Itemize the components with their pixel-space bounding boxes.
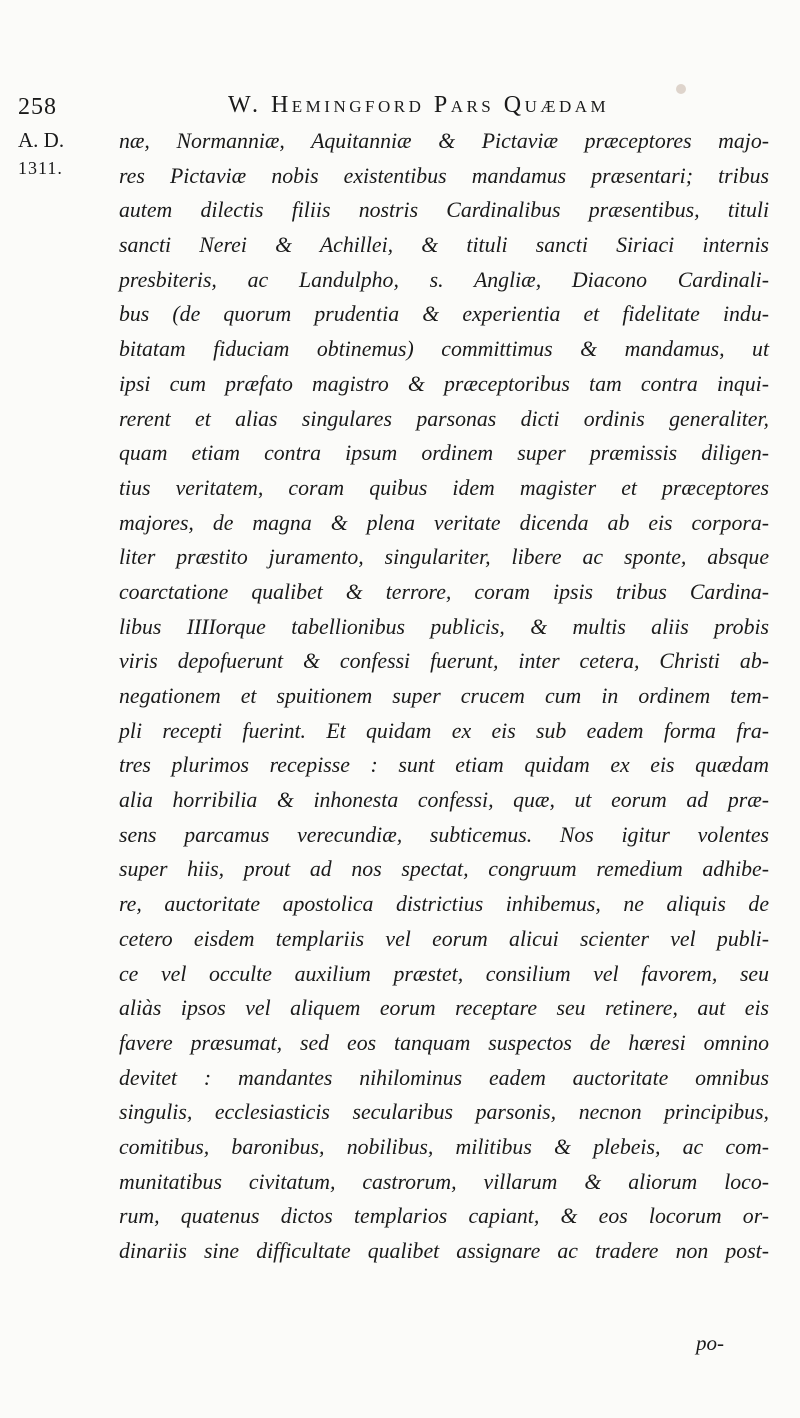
text-line: pli recepti fuerint. Et quidam ex eis sub eadem forma fra- xyxy=(119,718,769,743)
text-line: coarctatione qualibet & terrore, coram ipsis tribus Cardina- xyxy=(119,579,769,604)
running-title: W. Hemingford Pars Quædam xyxy=(228,92,610,118)
text-line: libus IIIIorque tabellionibus publicis, & multis aliis probis xyxy=(119,614,769,639)
text-line: re, auctoritate apostolica districtius inhibemus, ne aliquis de xyxy=(119,892,769,917)
text-line: ce vel occulte auxilium præstet, consilium vel favorem, seu xyxy=(119,961,769,986)
text-line: tius veritatem, coram quibus idem magister et præceptores xyxy=(119,475,769,500)
text-line: presbiteris, ac Landulpho, s. Angliæ, Diacono Cardinali- xyxy=(119,267,769,292)
body-text xyxy=(119,124,769,1269)
text-line: dinariis sine difficultate qualibet assignare ac tradere non post- xyxy=(119,1239,769,1263)
anno-domini-label: A. D. xyxy=(18,128,65,152)
text-line: favere præsumat, sed eos tanquam suspectos de hæresi omnino xyxy=(119,1030,769,1055)
text-line: tres plurimos recepisse : sunt etiam quidam ex eis quædam xyxy=(119,753,769,778)
text-line: rerent et alias singulares parsonas dicti ordinis generaliter, xyxy=(119,406,769,431)
text-line: autem dilectis filiis nostris Cardinalibus præsentibus, tituli xyxy=(119,198,769,223)
text-line: liter præstito juramento, singulariter, libere ac sponte, absque xyxy=(119,545,769,570)
text-line: aliàs ipsos vel aliquem eorum receptare seu retinere, aut eis xyxy=(119,996,769,1021)
catchword: po- xyxy=(696,1331,724,1355)
year-label: 1311. xyxy=(18,158,63,178)
text-line: munitatibus civitatum, castrorum, villarum & aliorum loco- xyxy=(119,1169,769,1194)
text-line: sancti Nerei & Achillei, & tituli sancti Siriaci internis xyxy=(119,233,769,258)
running-head xyxy=(18,92,762,126)
text-line: bus (de quorum prudentia & experientia et fidelitate indu- xyxy=(119,302,769,327)
text-line: res Pictaviæ nobis existentibus mandamus præsentari; tribus xyxy=(119,163,769,188)
text-line: quam etiam contra ipsum ordinem super præmissis diligen- xyxy=(119,441,769,466)
text-line: rum, quatenus dictos templarios capiant, & eos locorum or- xyxy=(119,1204,769,1229)
text-line: bitatam fiduciam obtinemus) committimus & mandamus, ut xyxy=(119,337,769,362)
text-line: majores, de magna & plena veritate dicenda ab eis corpora- xyxy=(119,510,769,535)
text-line: negationem et spuitionem super crucem cum in ordinem tem- xyxy=(119,684,769,708)
text-line: viris depofuerunt & confessi fuerunt, inter cetera, Christi ab- xyxy=(119,649,769,674)
text-line: ipsi cum præfato magistro & præceptoribus tam contra inqui- xyxy=(119,371,769,396)
text-line: næ, Normanniæ, Aquitanniæ & Pictaviæ præceptores majo- xyxy=(119,129,769,153)
page-number: 258 xyxy=(18,94,57,120)
text-line: devitet : mandantes nihilominus eadem auctoritate omnibus xyxy=(119,1065,769,1090)
text-line: sens parcamus verecundiæ, subticemus. Nos igitur volentes xyxy=(119,822,769,847)
text-line: comitibus, baronibus, nobilibus, militibus & plebeis, ac com- xyxy=(119,1134,769,1159)
text-line: cetero eisdem templariis vel eorum alicui scienter vel publi- xyxy=(119,926,769,951)
text-line: singulis, ecclesiasticis secularibus parsonis, necnon principibus, xyxy=(119,1100,769,1125)
text-line: super hiis, prout ad nos spectat, congruum remedium adhibe- xyxy=(119,857,769,882)
marginal-date xyxy=(18,126,98,182)
text-line: alia horribilia & inhonesta confessi, quæ, ut eorum ad præ- xyxy=(119,788,769,813)
